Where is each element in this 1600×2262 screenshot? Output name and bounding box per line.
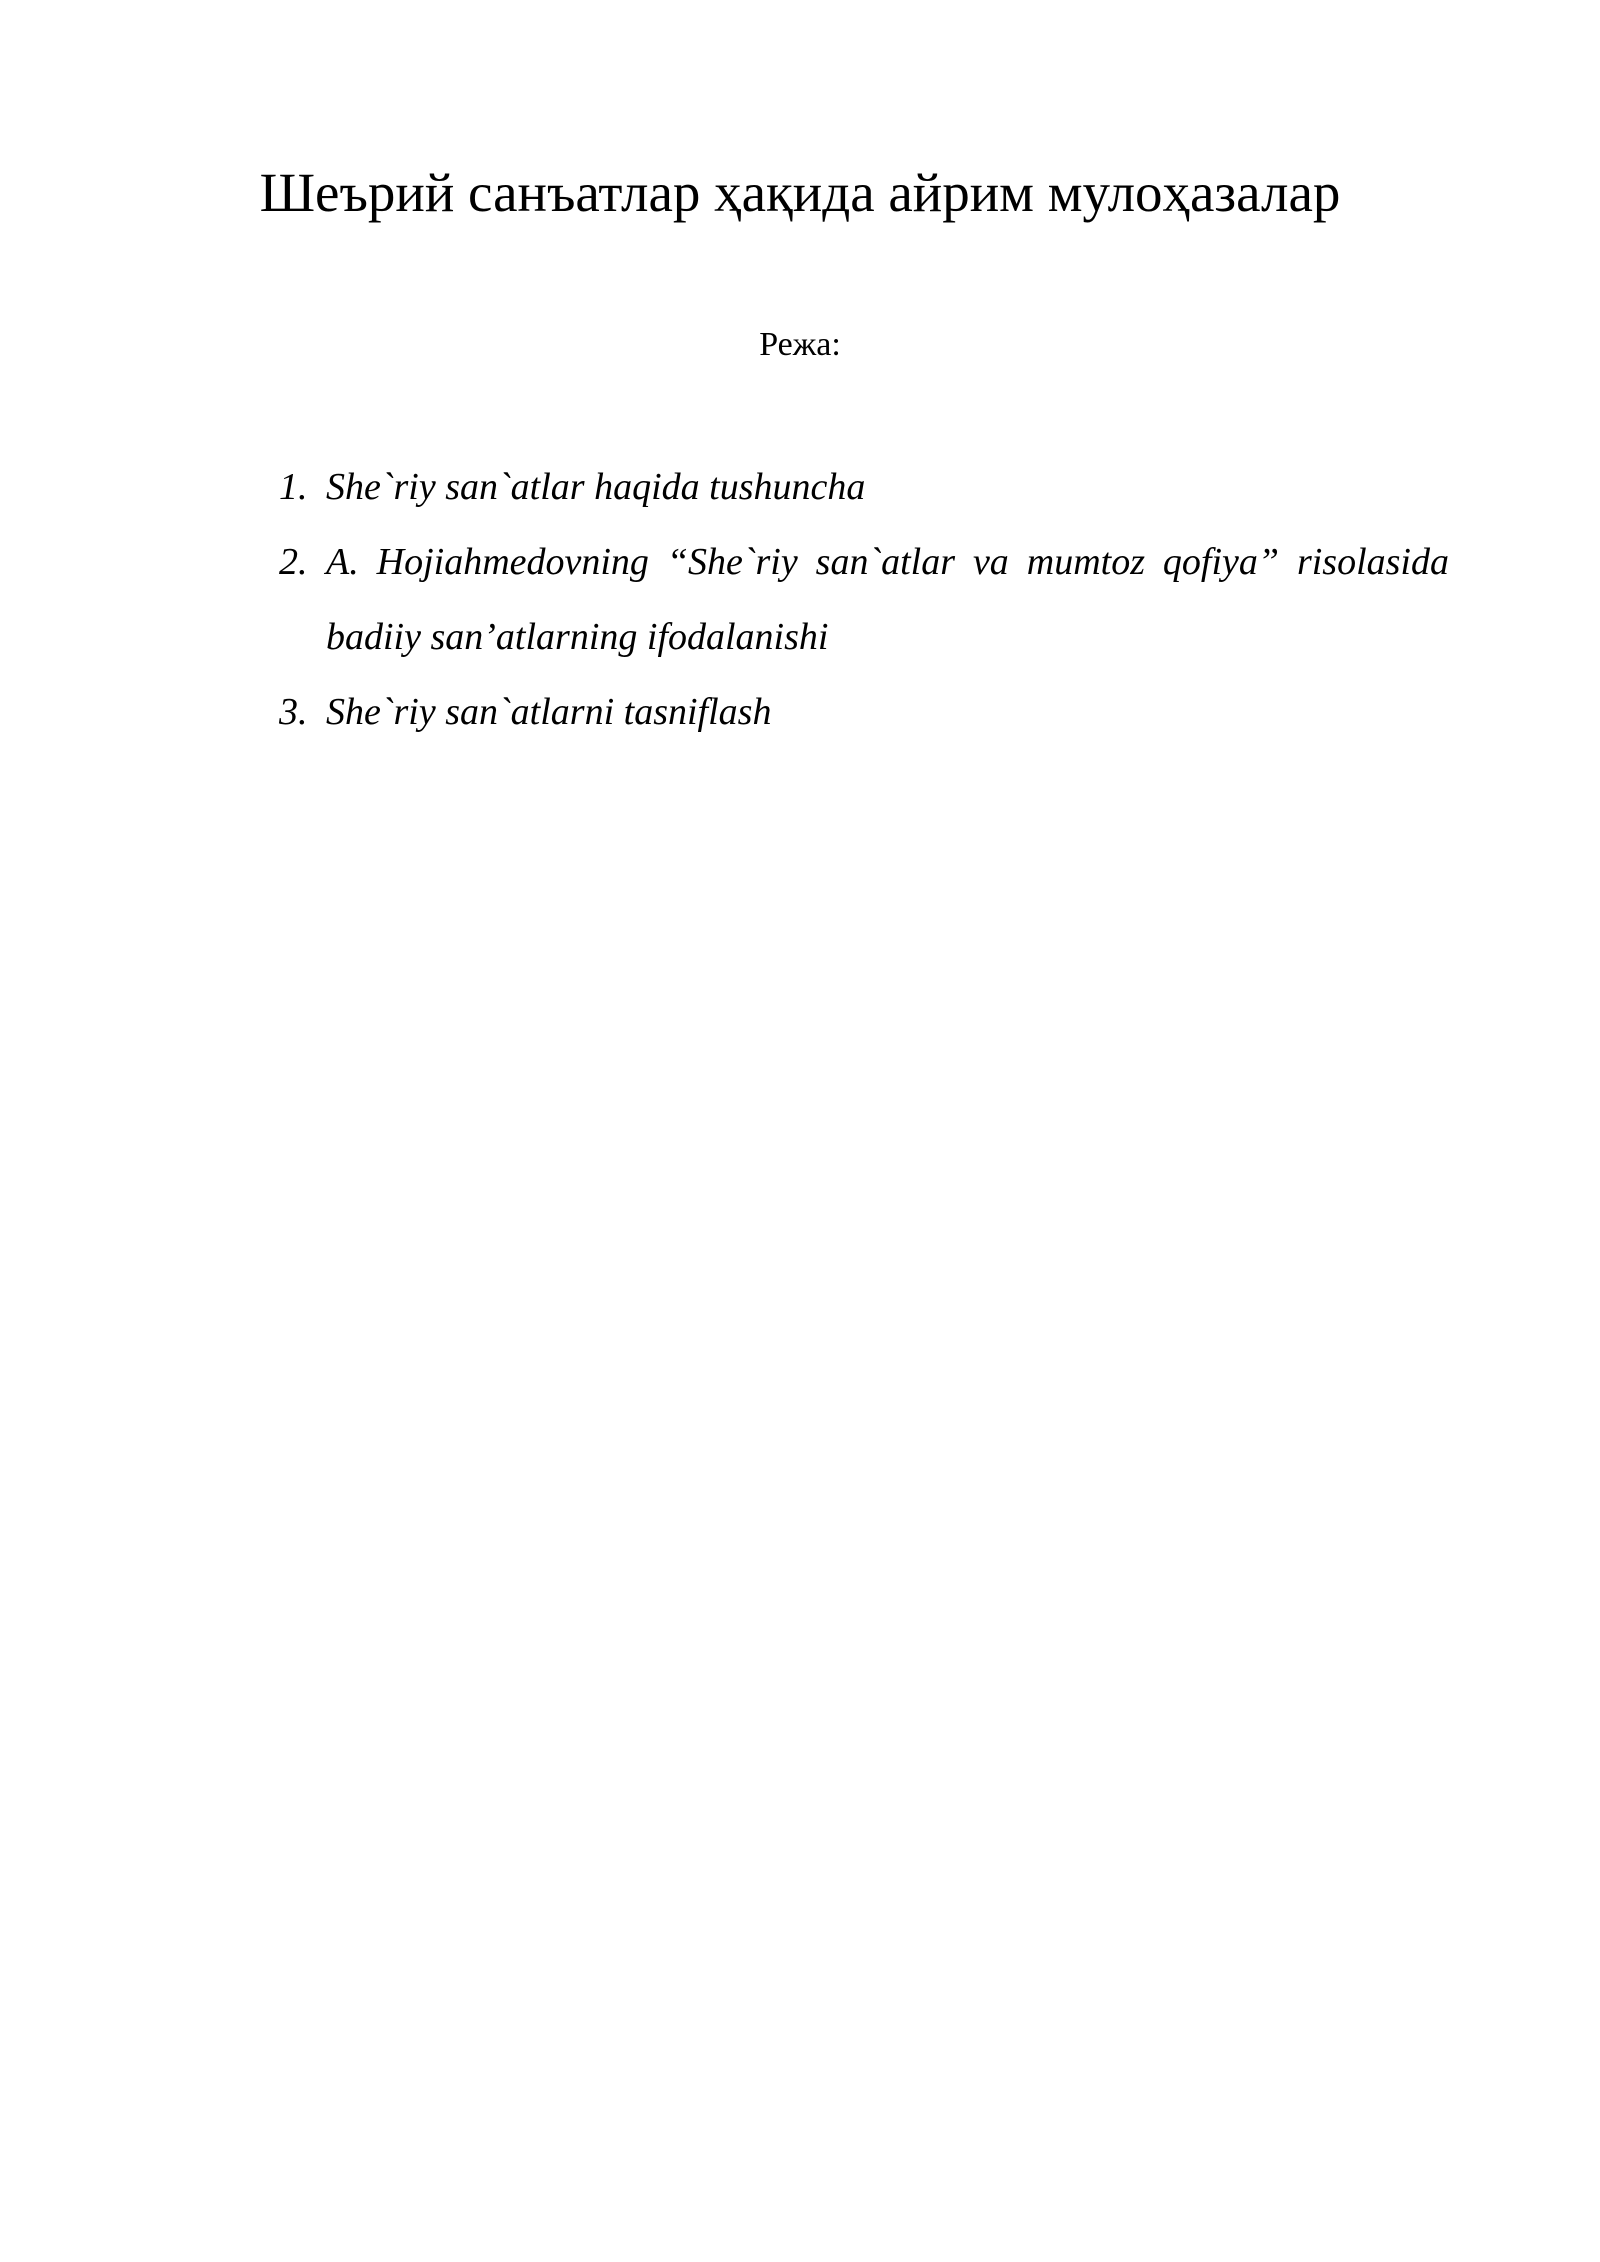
plan-item-text: She`riy san`atlarni tasniflash xyxy=(326,691,772,733)
document-title: Шеърий санъатлар ҳақида айрим мулоҳазалар xyxy=(259,162,1341,223)
plan-item xyxy=(279,525,1449,675)
plan-item xyxy=(279,675,1449,750)
plan-heading: Режа: xyxy=(759,326,841,363)
plan-item-number: 1. xyxy=(279,466,308,508)
plan-list xyxy=(279,450,1449,750)
plan-item-text: A. Hojiahmedovning “She`riy san`atlar va mumtoz qofiya” risolasida badiiy san’atlarning ifodalanishi xyxy=(326,541,1449,658)
plan-item-number: 3. xyxy=(279,691,308,733)
plan-item xyxy=(279,450,1449,525)
plan-item-text: She`riy san`atlar haqida tushuncha xyxy=(326,466,866,508)
plan-item-number: 2. xyxy=(279,541,308,583)
